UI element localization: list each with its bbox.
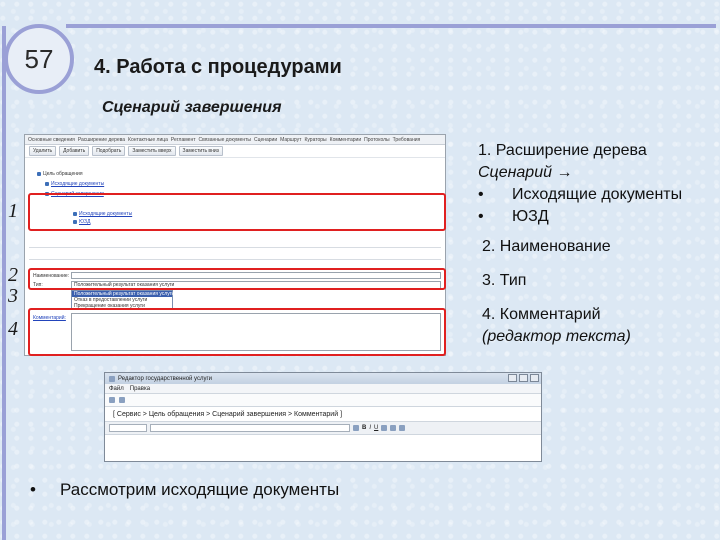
highlight-box-4 [28,308,446,356]
type-dropdown [71,290,173,310]
move-up-button[interactable]: Заместить вверх [128,146,175,156]
document-icon [45,182,49,186]
dropdown-option[interactable]: Отказ в предоставлении услуги [74,297,148,303]
bottom-bullet: • Рассмотрим исходящие документы [30,480,340,499]
left-decor-line [2,26,6,540]
bottom-text: Рассмотрим исходящие документы [60,480,340,499]
menu-bar [105,384,541,394]
close-button[interactable] [530,374,539,382]
callout-number: 1 [8,200,18,222]
window-titlebar [105,373,541,384]
tab[interactable]: Требования [392,136,421,143]
save-icon[interactable] [109,397,115,403]
tab[interactable]: Регламент [170,136,196,143]
tree-node[interactable]: Сценарий завершения [45,191,104,197]
align-center-icon[interactable] [390,425,396,431]
explanation-item: 4. Комментарий [482,306,601,323]
color-icon[interactable] [353,425,359,431]
editor-text-area[interactable] [105,435,541,462]
tab-strip [25,135,445,145]
tab[interactable]: Протоколы [364,136,390,143]
minimize-button[interactable] [508,374,517,382]
app-icon [109,376,115,382]
add-button[interactable]: Добавить [59,146,89,156]
explanation-item: (редактор текста) [482,328,631,345]
slide-number-badge [4,24,74,94]
tree-toolbar [25,145,445,158]
slide-number: 57 [24,43,54,74]
explanation-item: Сценарий → [478,164,573,181]
highlight-box-2 [28,268,446,290]
type-label: Тип: [33,282,43,288]
maximize-button[interactable] [519,374,528,382]
print-icon[interactable] [119,397,125,403]
style-select[interactable] [109,424,147,432]
bold-button[interactable]: B [362,425,367,431]
format-toolbar [105,422,541,435]
tab[interactable]: Комментарии [329,136,362,143]
font-select[interactable] [150,424,350,432]
editor-window-screenshot [104,372,542,462]
pick-button[interactable]: Подобрать [92,146,125,156]
tab[interactable]: Связанные документы [198,136,252,143]
type-select[interactable]: Положительный результат оказания услуги [71,281,441,289]
callout-number: 2 [8,264,18,286]
explanation-item: 2. Наименование [482,238,611,255]
slide-subtitle: Сценарий завершения [102,99,282,116]
explanation-list [478,140,682,228]
align-left-icon[interactable] [381,425,387,431]
tree-node[interactable]: Исходящие документы [73,211,132,217]
divider [29,247,441,248]
divider [29,259,441,260]
highlight-box-1 [28,193,446,231]
tab[interactable]: Маршрут [280,136,302,143]
slide-title: 4. Работа с процедурами [94,56,342,78]
tab[interactable]: Сценарии [254,136,278,143]
explanation-item: 1. Расширение дерева [478,142,647,159]
tab[interactable]: Контактные лица [128,136,168,143]
tree-node[interactable]: Исходящие документы [45,181,104,187]
move-down-button[interactable]: Заместить вниз [179,146,223,156]
comment-link[interactable]: Комментарий: [33,315,66,321]
menu-edit[interactable]: Правка [129,385,151,392]
italic-button[interactable]: I [369,425,372,431]
breadcrumb: [ Сервис > Цель обращения > Сценарий завершения > Комментарий ] [105,407,541,422]
window-title: Редактор государственной услуги [118,375,213,382]
list-icon[interactable] [399,425,405,431]
underline-button[interactable]: U [374,425,379,431]
tab[interactable]: Расширение дерева [77,136,126,143]
name-label: Наименование: [33,273,70,279]
top-decor-line [66,24,716,28]
editor-toolbar [105,394,541,407]
explanation-bullet: • Исходящие документы [478,186,683,203]
tree-node[interactable]: Цель обращения [37,171,83,177]
dropdown-option[interactable]: Прекращение оказания услуги [74,303,145,309]
explanation-bullet: • ЮЗД [478,208,549,225]
callout-number: 3 [8,285,18,307]
delete-button[interactable]: Удалить [29,146,56,156]
tab[interactable]: Основные сведения [28,136,75,143]
tab[interactable]: Кураторы [304,136,327,143]
explanation-item: 3. Тип [482,272,527,289]
tree-node[interactable]: ЮЗД [73,219,90,225]
callout-number: 4 [8,318,18,340]
menu-file[interactable]: Файл [109,385,124,392]
dropdown-option[interactable]: Положительный результат оказания услуги [74,291,175,297]
folder-icon [37,172,41,176]
